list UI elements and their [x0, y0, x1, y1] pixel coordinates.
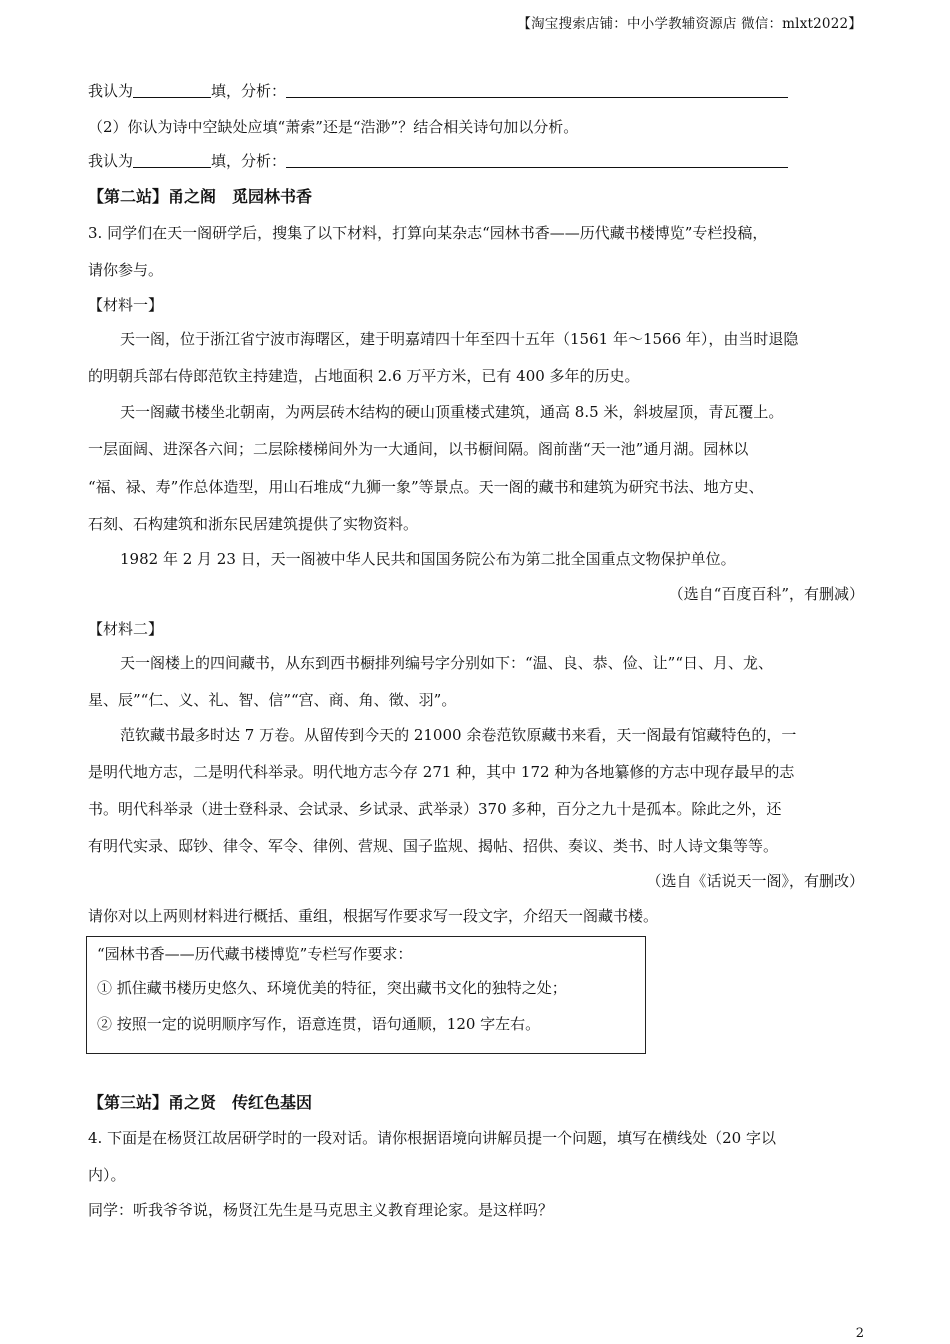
- station-3-title: 【第三站】甬之贤 传红色基因: [88, 1093, 313, 1112]
- material-1-line: 一层面阔、进深各六间；二层除楼梯间外为一大通间，以书橱间隔。阁前凿“天一池”通月湖。园林以: [88, 440, 749, 458]
- writing-task: 请你对以上两则材料进行概括、重组，根据写作要求写一段文字，介绍天一阁藏书楼。: [88, 907, 659, 925]
- material-1-line: 石刻、石构建筑和浙东民居建筑提供了实物资料。: [88, 515, 419, 533]
- question-4-line-2: 内）。: [88, 1166, 126, 1184]
- material-2-line: 天一阁楼上的四间藏书，从东到西书橱排列编号字分别如下：“温、良、恭、俭、让”“日、月、龙、: [120, 654, 774, 672]
- answer-mid: 填，分析：: [211, 82, 287, 100]
- station-2-title: 【第二站】甬之阁 觅园林书香: [88, 187, 313, 206]
- dialog-line: 同学：听我爷爷说，杨贤江先生是马克思主义教育理论家。是这样吗？: [88, 1201, 554, 1219]
- material-1-line: “福、禄、寿”作总体造型，用山石堆成“九狮一象”等景点。天一阁的藏书和建筑为研究书法、地方史、: [88, 478, 764, 496]
- material-2-source: （选自《话说天一阁》，有删改）: [646, 872, 864, 890]
- material-2-line: 书。明代科举录（进士登科录、会试录、乡试录、武举录）370 多种，百分之九十是孤本。除此之外，还: [88, 800, 782, 818]
- answer-line-2: [88, 150, 864, 172]
- writing-requirements-box: [86, 936, 646, 1054]
- material-1-line: 的明朝兵部右侍郎范钦主持建造，占地面积 2.6 万平方米，已有 400 多年的历史。: [88, 367, 640, 385]
- requirements-title: “园林书香——历代藏书楼博览”专栏写作要求：: [97, 945, 413, 963]
- material-2-line: 范钦藏书最多时达 7 万卷。从留传到今天的 21000 余卷范钦原藏书来看，天一阁最有馆藏特色的，一: [120, 726, 797, 744]
- material-2-line: 星、辰”“仁、义、礼、智、信”“宫、商、角、徵、羽”。: [88, 691, 457, 709]
- analysis-blank[interactable]: [286, 82, 788, 98]
- requirement-item: ② 按照一定的说明顺序写作，语意连贯，语句通顺，120 字左右。: [97, 1015, 541, 1033]
- material-1-line: 天一阁，位于浙江省宁波市海曙区，建于明嘉靖四十年至四十五年（1561 年～1566 年），由当时退隐: [120, 330, 799, 348]
- fill-blank[interactable]: [133, 82, 211, 98]
- analysis-blank[interactable]: [286, 152, 788, 168]
- requirement-item: ① 抓住藏书楼历史悠久、环境优美的特征，突出藏书文化的独特之处；: [97, 979, 567, 997]
- answer-prefix: 我认为: [88, 82, 134, 100]
- material-1-label: 【材料一】: [88, 296, 164, 314]
- material-1-line: 1982 年 2 月 23 日，天一阁被中华人民共和国国务院公布为第二批全国重点文物保护单位。: [120, 550, 736, 568]
- material-1-source: （选自“百度百科”，有删减）: [668, 585, 864, 603]
- page-number: 2: [855, 1326, 864, 1341]
- answer-line-1: [88, 80, 864, 102]
- question-2-prompt: （2）你认为诗中空缺处应填“萧索”还是“浩渺”？结合相关诗句加以分析。: [88, 118, 579, 136]
- material-2-line: 有明代实录、邸钞、律令、军令、律例、营规、国子监规、揭帖、招供、奏议、类书、时人诗文集等等。: [88, 837, 779, 855]
- fill-blank[interactable]: [133, 152, 211, 168]
- question-3-line-2: 请你参与。: [88, 261, 164, 279]
- answer-prefix: 我认为: [88, 152, 134, 170]
- material-2-line: 是明代地方志，二是明代科举录。明代地方志今存 271 种，其中 172 种为各地纂修的方志中现存最早的志: [88, 763, 795, 781]
- question-3-line-1: 3. 同学们在天一阁研学后，搜集了以下材料，打算向某杂志“园林书香——历代藏书楼博览”专栏投稿，: [88, 224, 768, 242]
- material-2-label: 【材料二】: [88, 620, 164, 638]
- page-header: 【淘宝搜索店铺：中小学教辅资源店 微信：mlxt2022】: [517, 16, 862, 32]
- answer-mid: 填，分析：: [211, 152, 287, 170]
- material-1-line: 天一阁藏书楼坐北朝南，为两层砖木结构的硬山顶重楼式建筑，通高 8.5 米，斜坡屋顶，青瓦覆上。: [120, 403, 784, 421]
- question-4-line-1: 4. 下面是在杨贤江故居研学时的一段对话。请你根据语境向讲解员提一个问题，填写在横线处（20 字以: [88, 1129, 776, 1147]
